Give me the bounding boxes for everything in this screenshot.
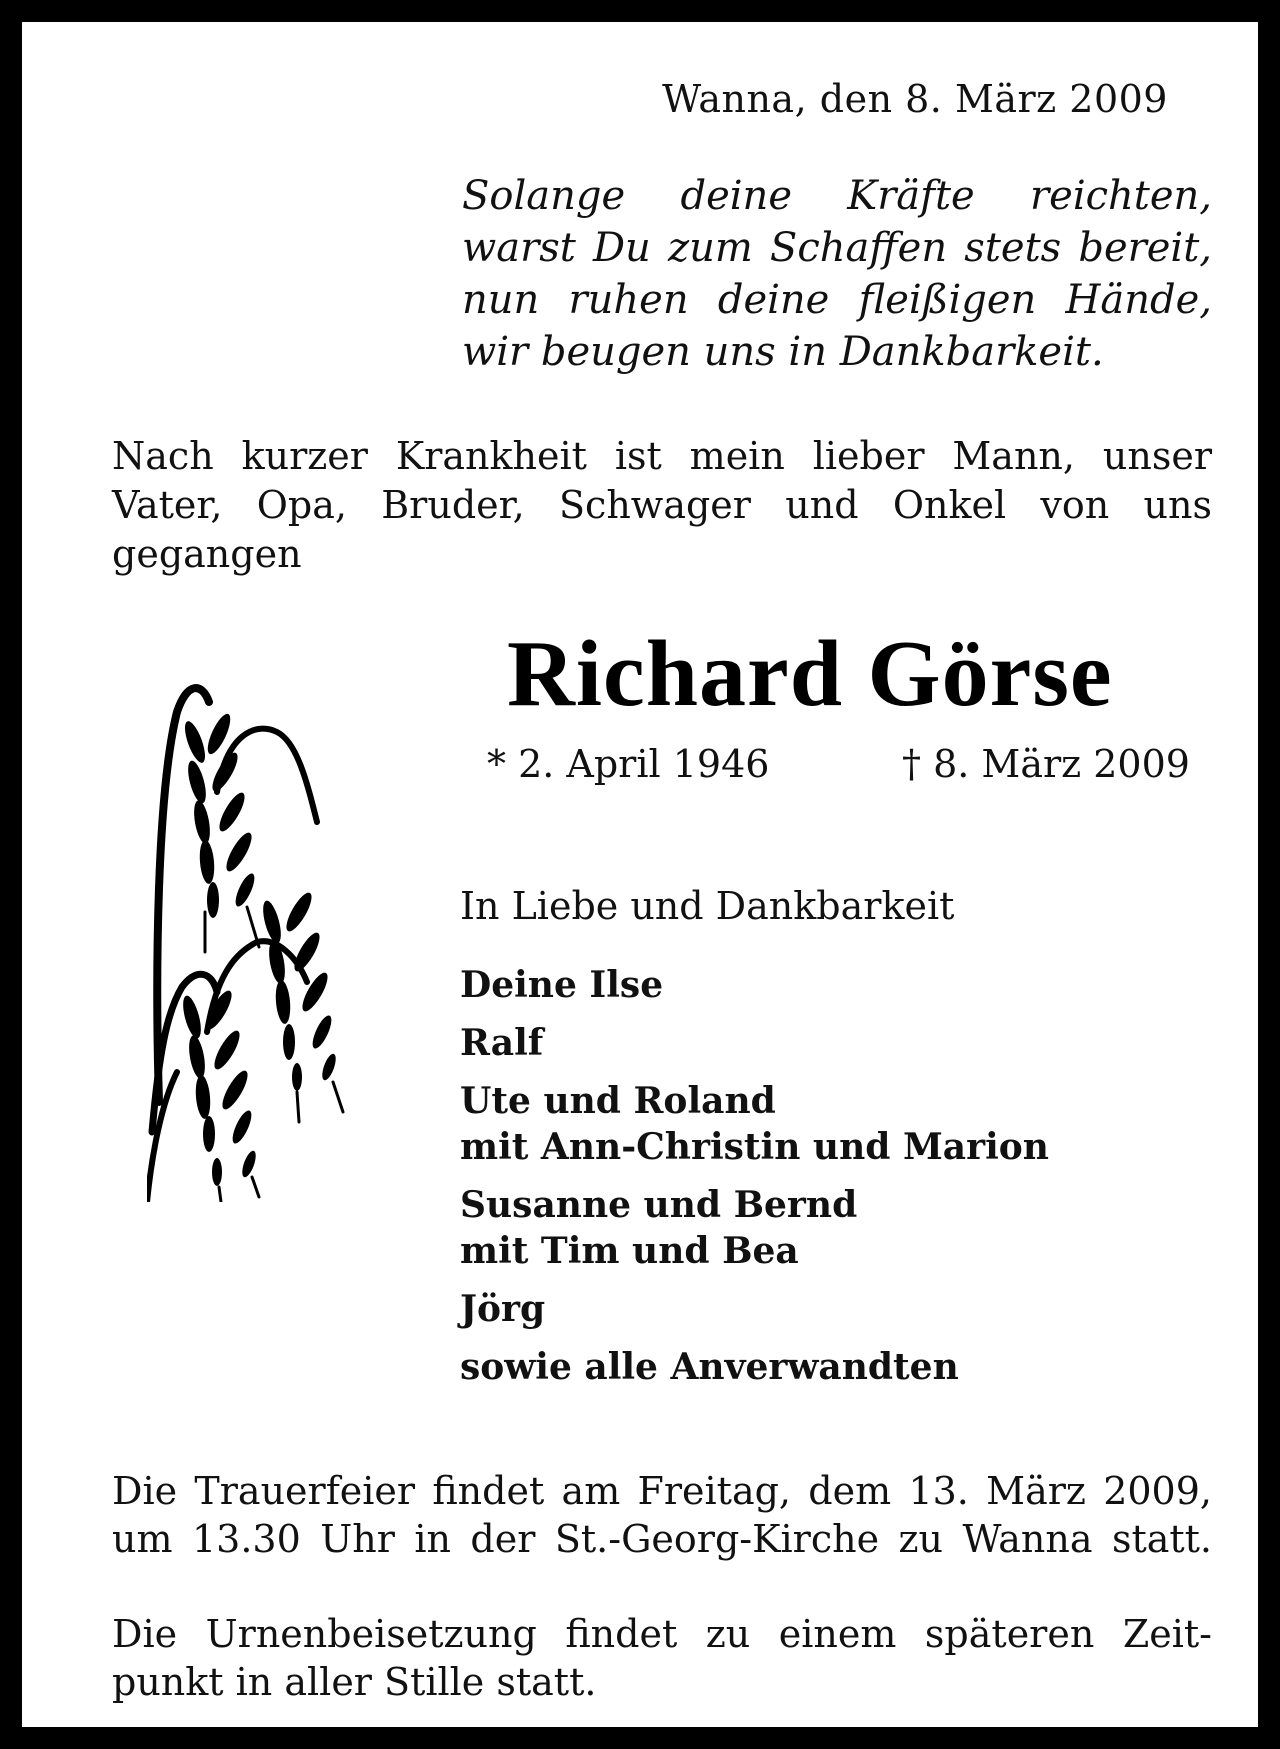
intro-line: Vater, Opa, Bruder, Schwager und Onkel von uns — [112, 483, 1212, 527]
family-member: Deine Ilse — [460, 964, 664, 1006]
dedication: In Liebe und Dankbarkeit — [460, 884, 955, 928]
poem-line: wir beugen uns in Dankbarkeit. — [462, 329, 1104, 375]
birth-date: * 2. April 1946 — [487, 742, 770, 786]
intro-line: Nach kurzer Krankheit ist mein lieber Mann, unser — [112, 434, 1212, 478]
intro-text — [112, 432, 1212, 579]
poem — [462, 170, 1212, 378]
poem-line: Solange deine Kräfte reichten, — [462, 173, 1212, 219]
funeral-info — [112, 1467, 1212, 1563]
family-member: Ute und Roland — [460, 1080, 776, 1122]
place-date: Wanna, den 8. März 2009 — [662, 77, 1168, 121]
urn-line: Die Urnenbeisetzung findet zu einem späteren Zeit- — [112, 1612, 1212, 1656]
family-member: sowie alle Anverwandten — [460, 1346, 959, 1388]
family-member: Susanne und Bernd — [460, 1184, 858, 1226]
family-member: Ralf — [460, 1022, 544, 1064]
family-list — [460, 962, 1049, 1390]
family-member: Jörg — [460, 1288, 546, 1330]
family-member: mit Tim und Bea — [460, 1230, 799, 1272]
deceased-name: Richard Görse — [507, 622, 1113, 726]
death-date: † 8. März 2009 — [902, 742, 1190, 786]
wheat-ears-icon — [147, 672, 377, 1202]
intro-line: gegangen — [112, 532, 302, 576]
poem-line: nun ruhen deine fleißigen Hände, — [462, 277, 1212, 323]
funeral-line: Die Trauerfeier findet am Freitag, dem 13. März 2009, — [112, 1469, 1212, 1513]
poem-line: warst Du zum Schaffen stets bereit, — [462, 225, 1212, 271]
funeral-line: um 13.30 Uhr in der St.-Georg-Kirche zu Wanna statt. — [112, 1517, 1212, 1561]
family-member: mit Ann-Christin und Marion — [460, 1126, 1049, 1168]
urn-line: punkt in aller Stille statt. — [112, 1660, 597, 1704]
urn-burial-info — [112, 1610, 1212, 1706]
